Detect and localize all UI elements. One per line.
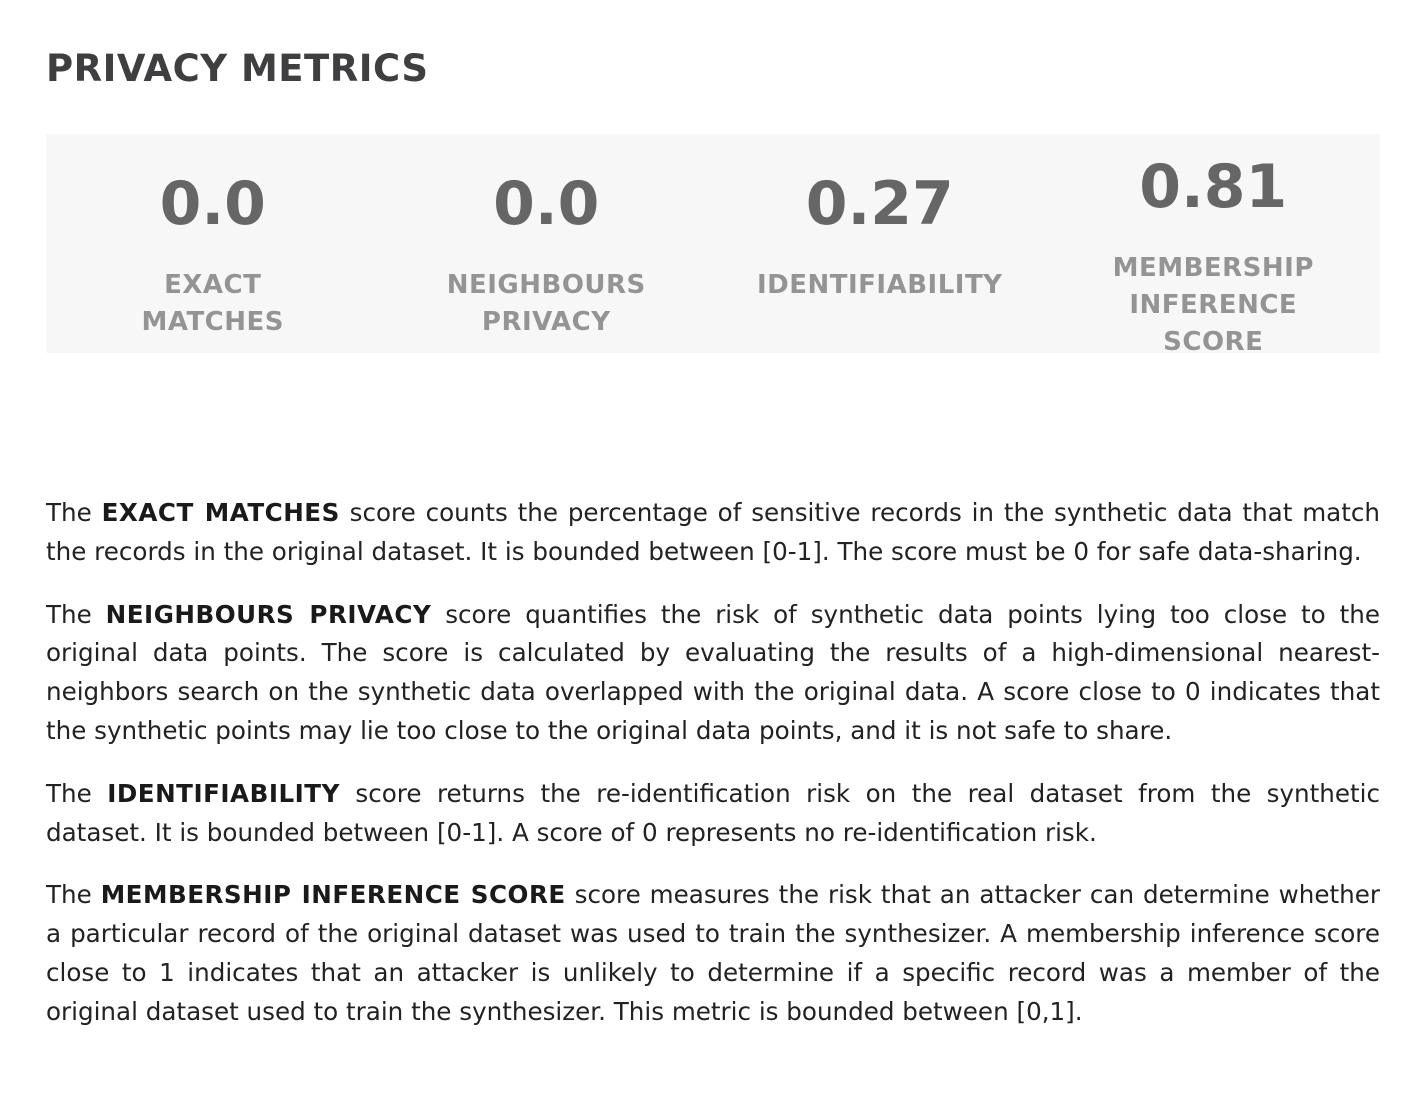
description-term: NEIGHBOURS PRIVACY (105, 599, 432, 629)
description-identifiability: The IDENTIFIABILITY score returns the re-identification risk on the real dataset from the synthetic dataset. It is bounded between [0-1]. A score of 0 represents no re-identification risk. (46, 778, 1380, 847)
description-membership-inference: The MEMBERSHIP INFERENCE SCORE score measures the risk that an attacker can determine whether a particular record of the original dataset was used to train the synthesizer. A membership inference score close to 1 indicates that an attacker is unlikely to determine if a specific record was a member of the original dataset used to train the synthesizer. This metric is bounded between [0,1]. (46, 880, 1380, 1026)
metrics-panel (46, 134, 1380, 357)
page-title: PRIVACY METRICS (46, 47, 429, 90)
metric-label: EXACT MATCHES (141, 270, 285, 337)
description-term: MEMBERSHIP INFERENCE SCORE (100, 880, 566, 910)
description-exact-matches: The EXACT MATCHES score counts the percentage of sensitive records in the synthetic data that match the records in the original dataset. It is bounded between [0-1]. The score must be 0 for safe data-sharing. (46, 498, 1380, 566)
metric-descriptions (46, 494, 1380, 1056)
metric-label: IDENTIFIABILITY (756, 270, 1003, 300)
metric-value: 0.81 (1139, 152, 1288, 222)
metric-value: 0.27 (805, 169, 954, 239)
metric-label: NEIGHBOURS PRIVACY (446, 270, 646, 337)
description-term: IDENTIFIABILITY (107, 778, 340, 808)
metric-neighbours-privacy (380, 134, 714, 353)
metric-value: 0.0 (493, 169, 600, 239)
description-term: EXACT MATCHES (101, 498, 340, 527)
description-neighbours-privacy: The NEIGHBOURS PRIVACY score quantifies the risk of synthetic data points lying too close to the original data points. The score is calculated by evaluating the results of a high-dimensional nearest-neighbors search on the synthetic data overlapped with the original data. A score close to 0 indicates that the synthetic points may lie too close to the original data points, and it is not safe to share. (46, 599, 1380, 745)
metric-value: 0.0 (159, 169, 266, 239)
metric-exact-matches (46, 134, 380, 353)
metric-membership-inference (1047, 134, 1381, 357)
metric-label: MEMBERSHIP INFERENCE SCORE (1112, 253, 1314, 357)
metric-identifiability (713, 134, 1047, 353)
